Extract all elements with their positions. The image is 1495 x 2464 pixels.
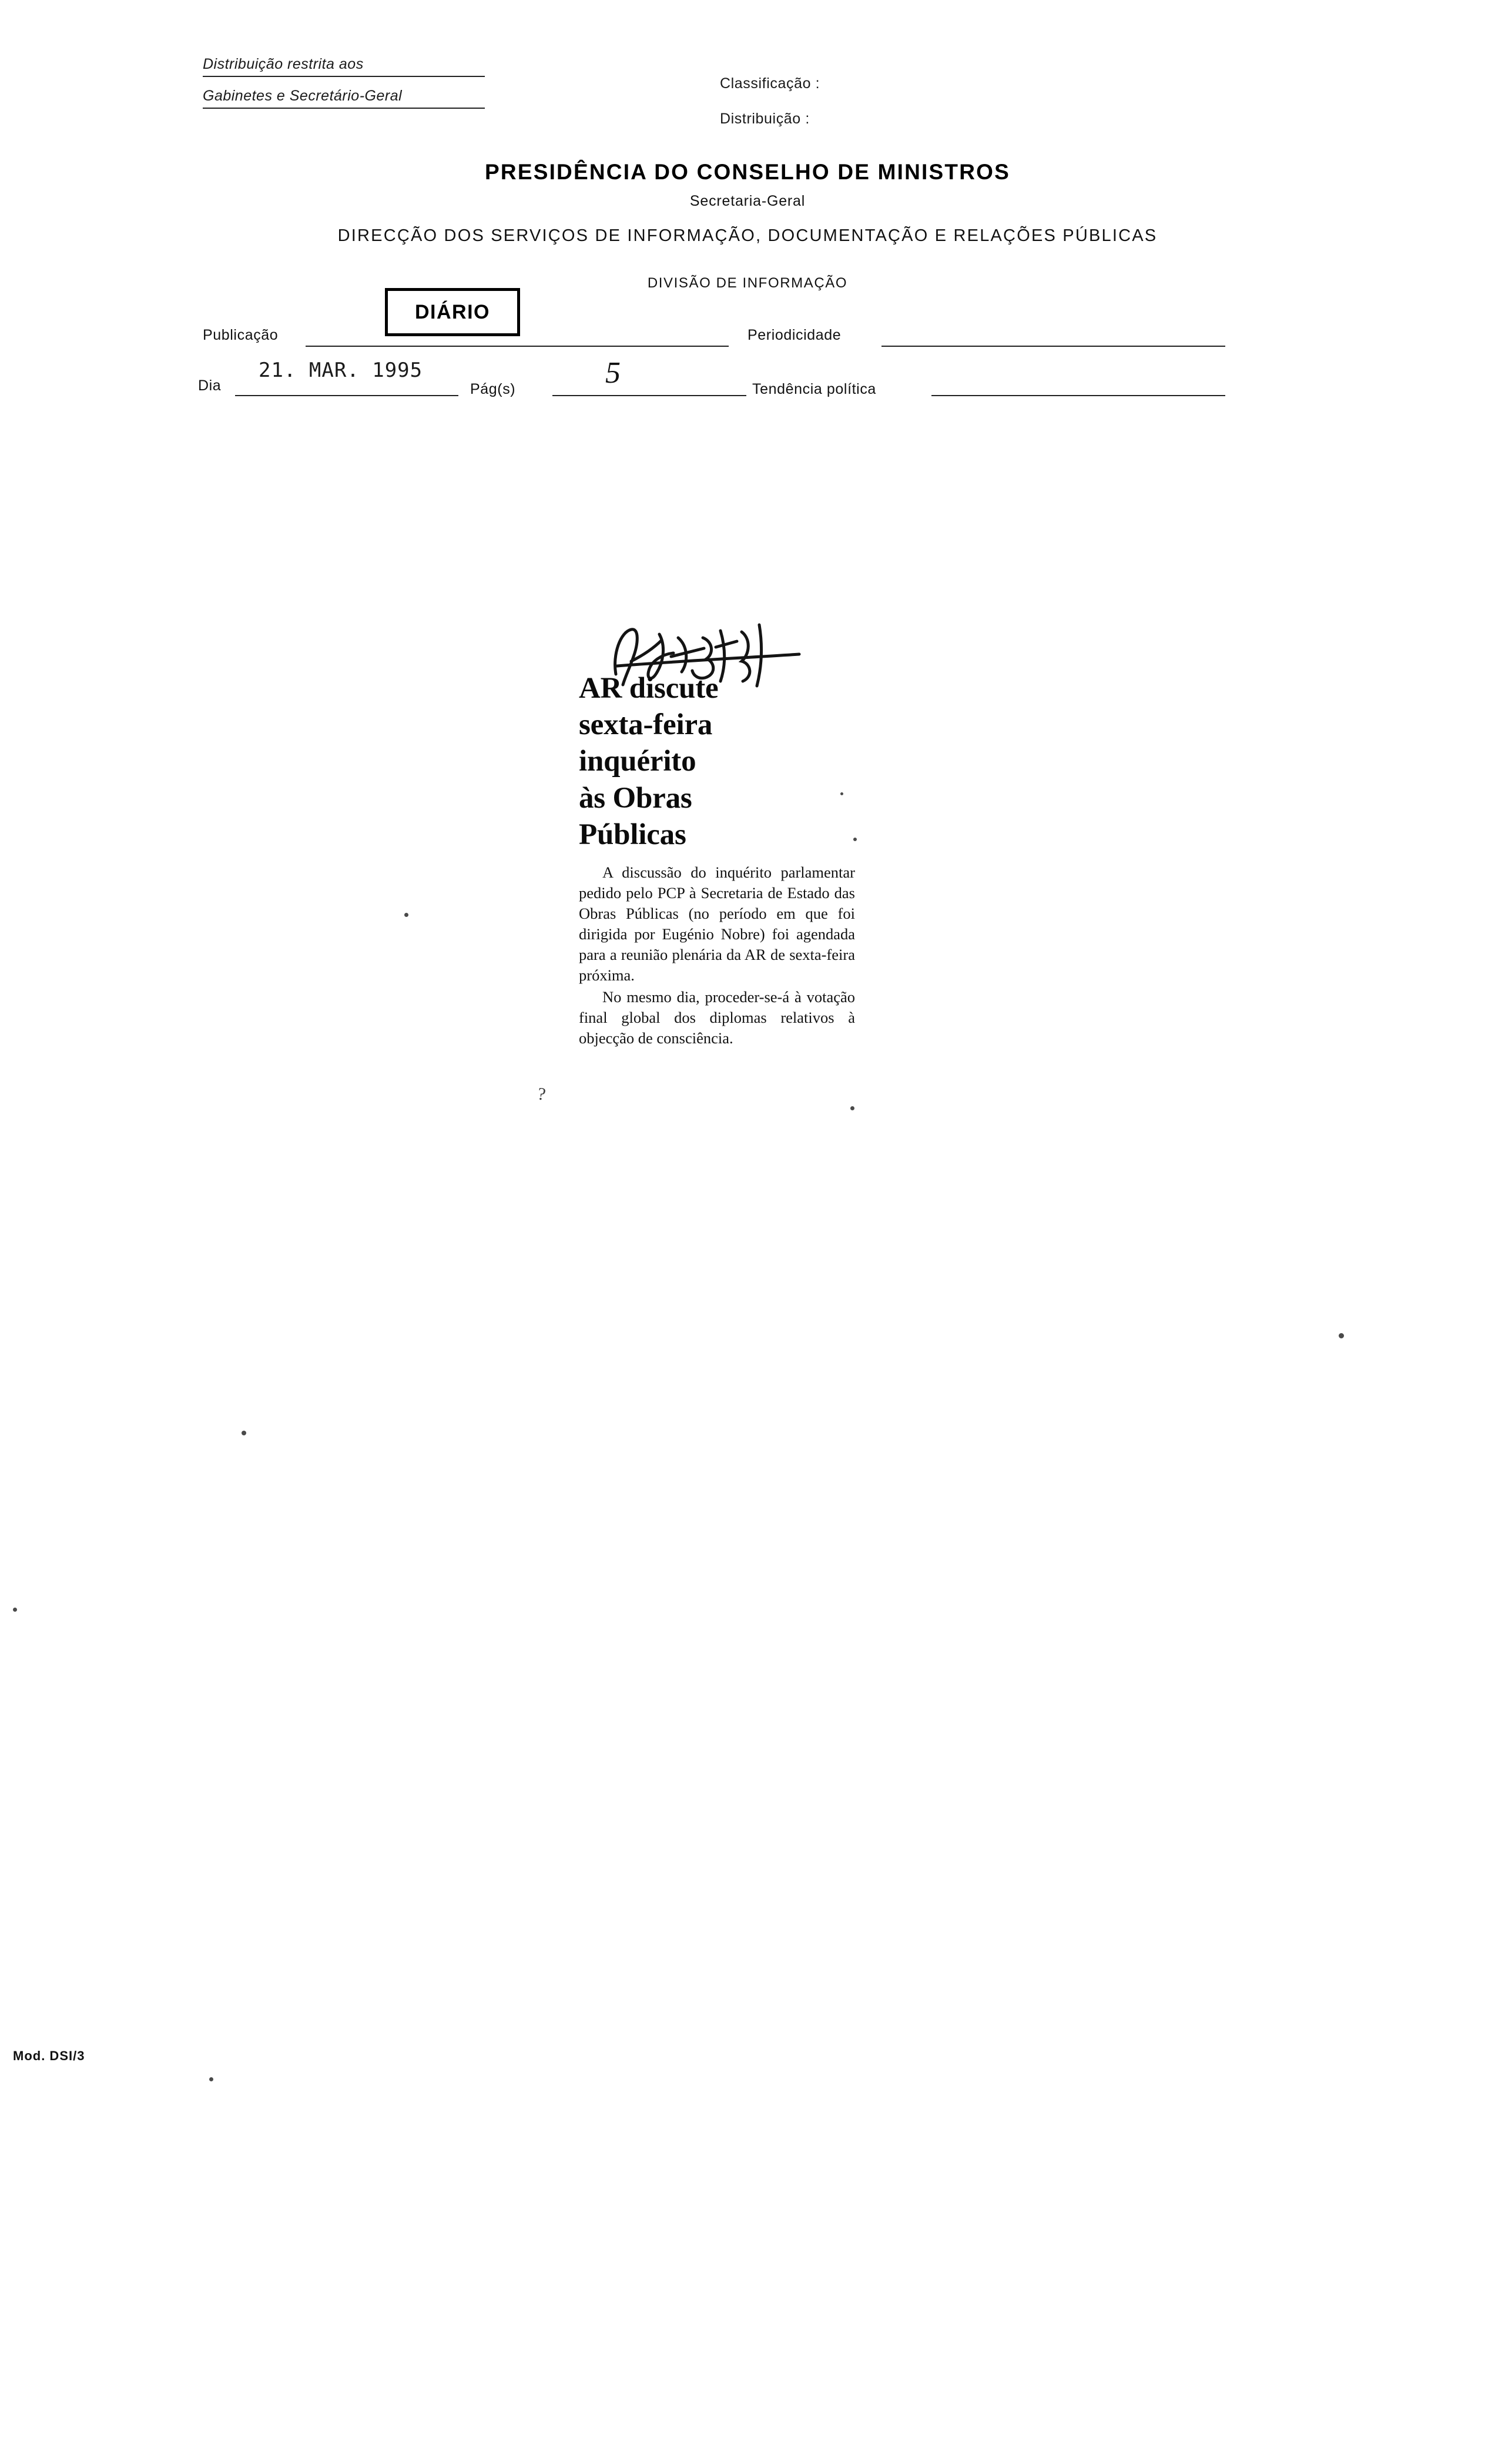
scan-speck bbox=[853, 838, 857, 841]
clipping-body bbox=[579, 862, 855, 1049]
scan-speck bbox=[404, 913, 408, 917]
distribution-label: Distribuição : bbox=[720, 111, 810, 127]
pags-value: 5 bbox=[605, 356, 621, 390]
tendencia-politica-label: Tendência política bbox=[752, 381, 876, 397]
restricted-line-1: Distribuição restrita aos bbox=[203, 56, 485, 77]
classification-label: Classificação : bbox=[720, 75, 820, 92]
clipping-headline-line-5: Públicas bbox=[579, 818, 686, 851]
division-title: DIVISÃO DE INFORMAÇÃO bbox=[647, 275, 848, 291]
restricted-line-2: Gabinetes e Secretário-Geral bbox=[203, 88, 485, 109]
diario-stamp: DIÁRIO bbox=[385, 288, 520, 336]
dia-label: Dia bbox=[198, 377, 222, 394]
scan-speck bbox=[13, 1608, 17, 1612]
scan-speck bbox=[850, 1106, 854, 1110]
tendencia-politica-field[interactable] bbox=[931, 395, 1225, 396]
scan-speck bbox=[1339, 1333, 1344, 1338]
periodicidade-field[interactable] bbox=[881, 346, 1225, 347]
clipping-headline-line-2: sexta-feira bbox=[579, 708, 713, 742]
clipping-headline bbox=[579, 670, 873, 853]
dia-field[interactable] bbox=[235, 395, 458, 396]
scan-speck bbox=[209, 2077, 213, 2081]
scan-speck bbox=[242, 1431, 246, 1435]
form-mod-code: Mod. DSI/3 bbox=[13, 2048, 85, 2063]
department-title: DIRECÇÃO DOS SERVIÇOS DE INFORMAÇÃO, DOCUMENTAÇÃO E RELAÇÕES PÚBLICAS bbox=[337, 226, 1158, 245]
organization-title: PRESIDÊNCIA DO CONSELHO DE MINISTROS bbox=[485, 160, 1010, 184]
publicacao-label: Publicação bbox=[203, 327, 279, 343]
clipping-headline-line-1: AR discute bbox=[579, 672, 719, 705]
news-clipping bbox=[579, 670, 873, 1049]
clipping-headline-line-4: às Obras bbox=[579, 781, 692, 815]
scan-speck bbox=[840, 792, 843, 795]
pags-label: Pág(s) bbox=[470, 381, 516, 397]
clipping-paragraph-1: A discussão do inquérito parlamentar pedido pelo PCP à Secretaria de Estado das Obras Públicas (no período em que foi dirigida por Eugénio Nobre) foi agendada para a reunião plenária da AR de sexta-feira próxima. bbox=[579, 863, 855, 984]
publicacao-field[interactable] bbox=[306, 346, 729, 347]
periodicidade-label: Periodicidade bbox=[748, 327, 842, 343]
clipping-headline-line-3: inquérito bbox=[579, 745, 696, 778]
dia-value: 21. MAR. 1995 bbox=[259, 359, 423, 382]
clipping-paragraph-2: No mesmo dia, proceder-se-á à votação final global dos diplomas relativos à objecção de consciência. bbox=[579, 987, 855, 1047]
margin-pen-mark: ? bbox=[536, 1084, 547, 1104]
organization-subtitle: Secretaria-Geral bbox=[689, 193, 806, 209]
pags-field[interactable] bbox=[552, 395, 746, 396]
restricted-distribution-block bbox=[203, 56, 485, 119]
